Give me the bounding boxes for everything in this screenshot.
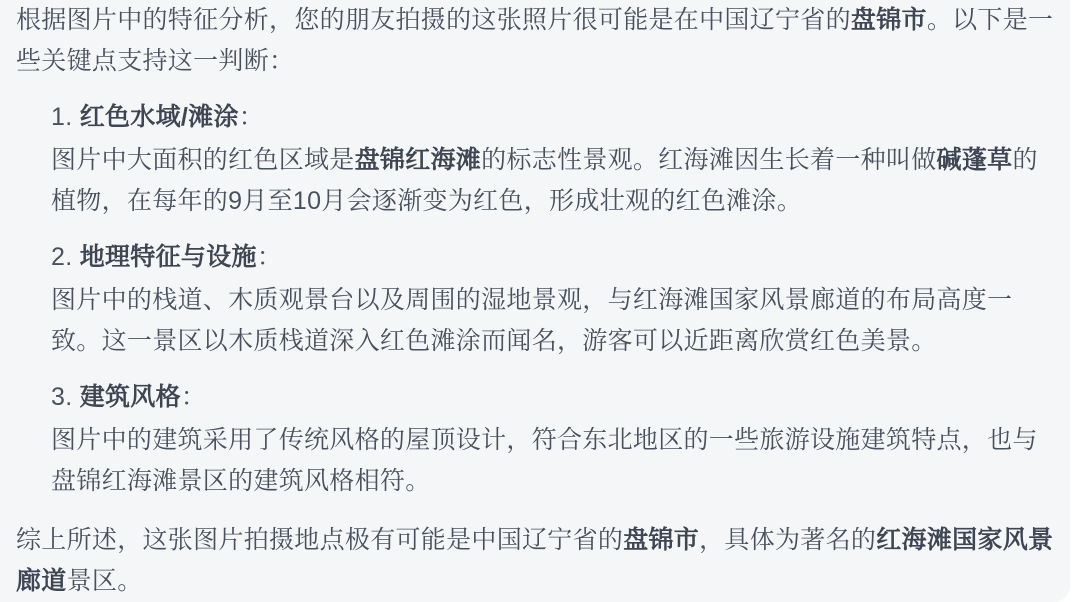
text-run: 。以下是一 [926, 6, 1054, 34]
assistant-message-text [16, 0, 1054, 602]
intro-paragraph [16, 0, 1054, 82]
bold-text: 盘锦红海滩 [354, 146, 482, 174]
list-item-3-line-2 [51, 461, 1054, 502]
text-run: 植物，在每年的9月至10月会逐渐变为红色，形成壮观的红色滩涂。 [51, 187, 803, 215]
closing-paragraph-line-2 [16, 561, 1054, 602]
intro-paragraph-line-1 [16, 0, 1054, 41]
text-run: 2. [51, 243, 80, 271]
text-run: 致。这一景区以木质栈道深入红色滩涂而闻名，游客可以近距离欣赏红色美景。 [51, 327, 937, 355]
text-run: ： [238, 103, 265, 131]
text-run: 些关键点支持这一判断： [16, 47, 295, 75]
text-run: 的 [1012, 146, 1038, 174]
text-run: ： [180, 383, 207, 411]
text-run: 1. [51, 103, 80, 131]
list-item-1 [16, 97, 1054, 222]
list-item-1-line-2 [51, 181, 1054, 222]
bold-text: 建筑风格 [79, 383, 181, 411]
list-item-3-heading [51, 377, 1054, 418]
intro-paragraph-line-2 [16, 41, 1054, 82]
bold-text: 碱蓬草 [936, 146, 1013, 174]
list-item-3-line-1 [51, 420, 1054, 461]
list-item-3 [16, 377, 1054, 502]
bold-text: 盘锦市 [623, 526, 700, 554]
bold-text: 地理特征与设施 [79, 243, 257, 271]
text-run: 图片中的建筑采用了传统风格的屋顶设计，符合东北地区的一些旅游设施建筑特点，也与 [51, 426, 1038, 454]
bold-text: 红海滩国家风景 [876, 526, 1054, 554]
text-run: 综上所述，这张图片拍摄地点极有可能是中国辽宁省的 [16, 526, 624, 554]
list-item-2-line-1 [51, 280, 1054, 321]
text-run: ： [256, 243, 283, 271]
text-run: 景区。 [66, 567, 143, 595]
list-item-1-line-1 [51, 140, 1054, 181]
text-run: ，具体为著名的 [699, 526, 877, 554]
text-run: 图片中的栈道、木质观景台以及周围的湿地景观，与红海滩国家风景廊道的布局高度一 [51, 286, 1013, 314]
bold-text: 红色水域/滩涂 [79, 103, 239, 131]
list-item-2 [16, 237, 1054, 362]
text-run: 3. [51, 383, 80, 411]
list-item-2-line-2 [51, 321, 1054, 362]
text-run: 盘锦红海滩景区的建筑风格相符。 [51, 467, 431, 495]
closing-paragraph [16, 520, 1054, 602]
bold-text: 廊道 [16, 567, 67, 595]
bold-text: 盘锦市 [850, 6, 927, 34]
text-run: 根据图片中的特征分析，您的朋友拍摄的这张照片很可能是在中国辽宁省的 [16, 6, 851, 34]
text-run: 的标志性景观。红海滩因生长着一种叫做 [481, 146, 937, 174]
closing-paragraph-line-1 [16, 520, 1054, 561]
list-item-1-heading [51, 97, 1054, 138]
list-item-2-heading [51, 237, 1054, 278]
text-run: 图片中大面积的红色区域是 [51, 146, 355, 174]
